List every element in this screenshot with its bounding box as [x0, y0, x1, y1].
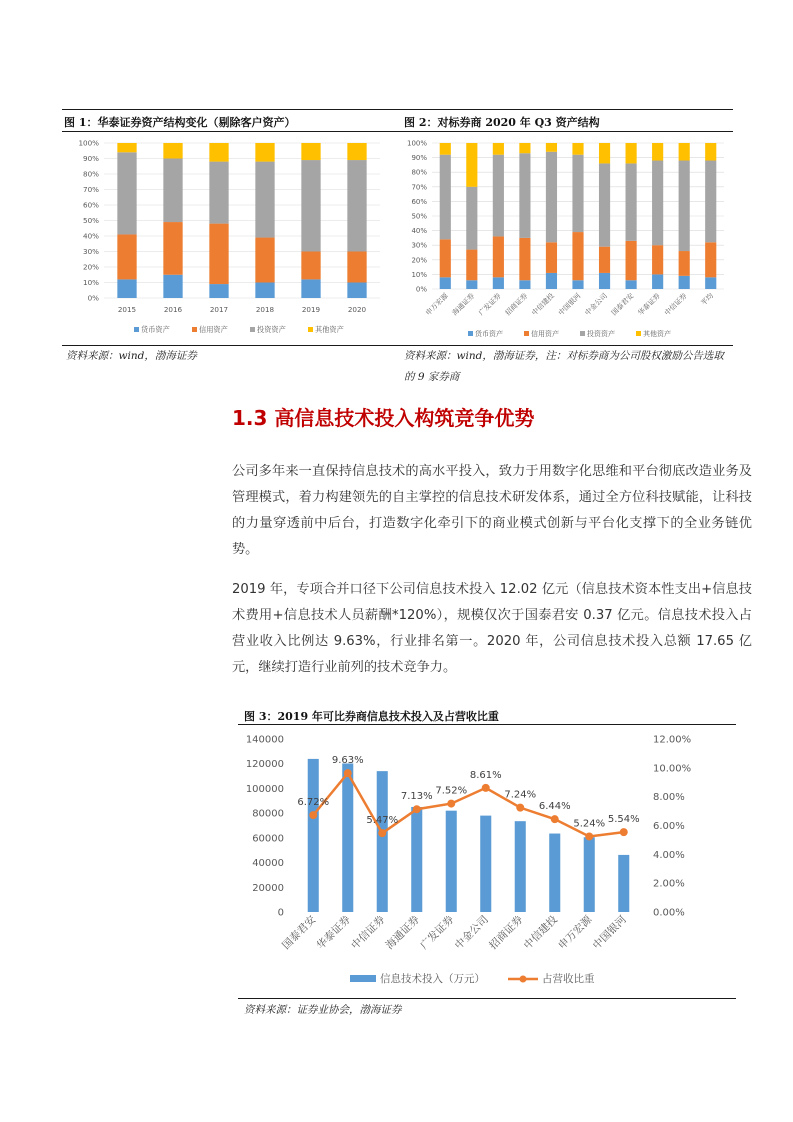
bar-segment: [209, 162, 228, 224]
legend-swatch: [308, 327, 313, 332]
bar: [342, 763, 353, 912]
legend-label: 其他资产: [315, 325, 344, 334]
ratio-label: 7.24%: [504, 789, 537, 801]
legend-label: 货币资产: [141, 325, 170, 334]
bar-segment: [255, 162, 274, 238]
y-left-tick-label: 0: [277, 907, 284, 919]
bar-segment: [705, 143, 716, 161]
legend-label: 投资资产: [257, 325, 286, 334]
y-tick-label: 80%: [411, 168, 427, 177]
ratio-point: [585, 832, 593, 840]
ratio-point: [447, 800, 455, 808]
bar-segment: [519, 238, 530, 280]
bar-segment: [626, 280, 637, 289]
y-tick-label: 40%: [83, 231, 99, 241]
caption-rule: [62, 131, 733, 132]
y-tick-label: 50%: [411, 212, 427, 221]
legend-swatch: [524, 331, 529, 336]
bar-segment: [440, 143, 451, 155]
legend-swatch: [636, 331, 641, 336]
legend-swatch: [350, 975, 376, 982]
y-tick-label: 90%: [411, 154, 427, 163]
bar: [549, 834, 560, 912]
y-tick-label: 100%: [78, 138, 99, 148]
bar-segment: [572, 232, 583, 280]
bar-segment: [163, 275, 182, 298]
ratio-point: [378, 829, 386, 837]
x-tick-label: 中金公司: [583, 291, 609, 318]
y-tick-label: 20%: [83, 262, 99, 272]
bar: [515, 821, 526, 912]
fig2-caption: 图 2：对标券商 2020 年 Q3 资产结构: [404, 116, 600, 129]
bar-segment: [440, 155, 451, 240]
bar-segment: [347, 252, 366, 283]
y-right-tick-label: 6.00%: [653, 821, 685, 832]
y-tick-label: 80%: [83, 169, 99, 179]
bar-segment: [117, 143, 136, 152]
top-rule: [62, 109, 733, 110]
section-heading: 1.3 高信息技术投入构筑竞争优势: [232, 406, 535, 430]
bar-segment: [599, 143, 610, 163]
legend-label: 信用资产: [199, 325, 228, 334]
y-tick-label: 40%: [411, 227, 427, 236]
legend-label: 占营收比重: [542, 973, 595, 985]
y-left-tick-label: 120000: [245, 759, 284, 771]
x-tick-label: 中信证券: [663, 291, 689, 318]
legend-label: 投资资产: [587, 330, 615, 338]
x-tick-label: 2019: [301, 305, 321, 314]
bar-segment: [163, 143, 182, 159]
fig1-caption: 图 1：华泰证券资产结构变化（剔除客户资产）: [64, 116, 296, 129]
x-tick-label: 国泰君安: [280, 913, 319, 952]
bar-segment: [493, 277, 504, 289]
bar-segment: [546, 242, 557, 273]
bar-segment: [705, 277, 716, 289]
x-tick-label: 广发证券: [418, 913, 457, 952]
y-tick-label: 60%: [411, 197, 427, 206]
ratio-label: 7.13%: [400, 791, 433, 803]
legend-label: 信用资产: [531, 330, 559, 338]
x-tick-label: 申万宏源: [556, 913, 595, 952]
y-left-tick-label: 140000: [245, 734, 284, 746]
x-tick-label: 2017: [209, 305, 229, 314]
ratio-point: [482, 784, 490, 792]
legend-label: 信息技术投入（万元）: [380, 973, 485, 985]
x-tick-label: 中国银河: [556, 291, 583, 318]
bar-segment: [626, 241, 637, 280]
y-tick-label: 10%: [83, 278, 99, 287]
legend-swatch: [468, 331, 473, 336]
bar-segment: [255, 283, 274, 299]
bar-segment: [599, 273, 610, 289]
bar-segment: [347, 283, 366, 299]
bar-segment: [705, 242, 716, 277]
bar: [377, 771, 388, 912]
fig3-caption: 图 3：2019 年可比券商信息技术投入及占营收比重: [244, 710, 499, 723]
bar-segment: [626, 143, 637, 163]
bar-segment: [519, 280, 530, 289]
ratio-label: 5.54%: [607, 814, 640, 826]
bar-segment: [117, 152, 136, 234]
fig1-chart: [62, 133, 396, 343]
bar: [584, 837, 595, 912]
bar-segment: [519, 153, 530, 238]
ratio-point: [413, 805, 421, 813]
fig2-source: 资料来源：wind，渤海证券，注：对标券商为公司股权激励公告选取的 9 家券商: [404, 350, 724, 383]
bar-segment: [546, 273, 557, 289]
bar-segment: [652, 245, 663, 274]
legend-swatch: [192, 327, 197, 332]
y-tick-label: 20%: [411, 256, 427, 265]
legend-swatch: [134, 327, 139, 332]
x-tick-label: 2020: [347, 305, 367, 314]
x-tick-label: 国泰君安: [610, 291, 636, 318]
x-tick-label: 中信建投: [530, 291, 556, 318]
x-tick-label: 中国银河: [590, 913, 629, 952]
bar-segment: [652, 143, 663, 161]
bar-segment: [466, 280, 477, 289]
bar-segment: [652, 161, 663, 246]
x-tick-label: 2015: [117, 305, 137, 314]
x-tick-label: 招商证券: [503, 291, 530, 318]
bar-segment: [347, 160, 366, 251]
bar-segment: [440, 277, 451, 289]
x-tick-label: 华泰证券: [636, 291, 663, 318]
x-tick-label: 2016: [163, 305, 183, 314]
x-tick-label: 广发证券: [477, 291, 503, 318]
y-left-tick-label: 100000: [245, 783, 284, 795]
bar-segment: [493, 143, 504, 155]
bar-segment: [599, 247, 610, 273]
bar-segment: [440, 239, 451, 277]
ratio-label: 6.44%: [538, 801, 571, 813]
bar-segment: [679, 276, 690, 289]
legend-label: 货币资产: [475, 330, 503, 338]
ratio-label: 9.63%: [331, 755, 364, 767]
ratio-label: 7.52%: [435, 785, 468, 797]
y-tick-label: 0%: [87, 293, 99, 303]
bar-segment: [493, 155, 504, 237]
bar-segment: [466, 143, 477, 187]
bar-segment: [572, 143, 583, 155]
ratio-point: [516, 804, 524, 812]
y-left-tick-label: 40000: [252, 858, 284, 870]
y-tick-label: 50%: [83, 216, 99, 225]
ratio-label: 8.61%: [469, 769, 502, 781]
bar-segment: [519, 143, 530, 153]
bar-segment: [163, 222, 182, 275]
bar-segment: [347, 143, 366, 160]
bar: [446, 811, 457, 912]
y-tick-label: 30%: [411, 241, 427, 250]
bar-segment: [466, 187, 477, 250]
bar: [411, 807, 422, 912]
bar-segment: [572, 280, 583, 289]
bar-segment: [493, 236, 504, 277]
y-left-tick-label: 80000: [252, 808, 284, 820]
ratio-point: [551, 815, 559, 823]
y-right-tick-label: 0.00%: [653, 907, 685, 919]
bar-segment: [209, 284, 228, 298]
fig3-caption-rule: [238, 724, 736, 725]
legend-swatch: [250, 327, 255, 332]
bar-segment: [301, 279, 320, 298]
fig1-source: 资料来源：wind，渤海证券: [66, 350, 197, 362]
fig3-source: 资料来源：证券业协会，渤海证券: [244, 1004, 402, 1016]
legend-label: 其他资产: [643, 330, 671, 338]
y-right-tick-label: 8.00%: [653, 792, 685, 804]
y-tick-label: 10%: [411, 270, 427, 279]
ratio-point: [344, 769, 352, 777]
bar-segment: [255, 238, 274, 283]
bar-segment: [705, 161, 716, 243]
bar-segment: [546, 152, 557, 243]
y-right-tick-label: 2.00%: [653, 878, 685, 890]
bar-segment: [301, 252, 320, 280]
bar: [308, 759, 319, 912]
bar-segment: [572, 155, 583, 232]
x-tick-label: 2018: [255, 305, 275, 314]
y-tick-label: 70%: [411, 183, 427, 192]
y-tick-label: 100%: [406, 139, 427, 148]
bar-segment: [546, 143, 557, 152]
bar: [618, 855, 629, 912]
bar-segment: [301, 160, 320, 251]
bar-segment: [679, 143, 690, 161]
x-tick-label: 中金公司: [452, 913, 491, 952]
bar-segment: [163, 159, 182, 223]
y-left-tick-label: 60000: [252, 833, 284, 845]
y-tick-label: 30%: [83, 247, 99, 256]
x-tick-label: 中信建投: [521, 913, 560, 952]
y-tick-label: 0%: [415, 285, 427, 294]
paragraph-2: 2019 年，专项合并口径下公司信息技术投入 12.02 亿元（信息技术资本性支出+信息技术费用+信息技术人员薪酬*120%），规模仅次于国泰君安 0.37 亿元。信息技术投入占营业收入比例达 9.63%，行业排名第一。2020 年，公司信息技术投入总额 17.65 亿元，继续打造行业前列的技术竞争力。: [232, 582, 752, 675]
bar-segment: [626, 163, 637, 240]
y-right-tick-label: 10.00%: [653, 763, 692, 775]
fig3-chart: [238, 727, 736, 997]
bar: [480, 816, 491, 912]
ratio-label: 6.72%: [297, 797, 330, 809]
bar-segment: [599, 163, 610, 246]
y-left-tick-label: 20000: [252, 882, 284, 894]
y-right-tick-label: 4.00%: [653, 849, 685, 861]
fig2-chart: [404, 133, 734, 343]
bar-segment: [466, 250, 477, 281]
x-tick-label: 海通证券: [383, 913, 422, 952]
fig3-bottom-rule: [238, 998, 736, 999]
bar-segment: [117, 234, 136, 279]
bar-segment: [117, 279, 136, 298]
bar-segment: [652, 274, 663, 289]
y-right-tick-label: 12.00%: [653, 734, 692, 746]
x-tick-label: 申万宏源: [424, 291, 450, 318]
legend-marker: [520, 976, 527, 983]
x-tick-label: 华泰证券: [314, 913, 353, 952]
x-tick-label: 平均: [699, 291, 716, 308]
ratio-label: 5.24%: [573, 818, 606, 830]
x-tick-label: 海通证券: [450, 291, 477, 318]
ratio-point: [620, 828, 628, 836]
y-tick-label: 60%: [83, 200, 99, 210]
bar-segment: [209, 224, 228, 284]
x-tick-label: 招商证券: [487, 913, 526, 952]
bar-segment: [679, 251, 690, 276]
bar-segment: [209, 143, 228, 162]
y-tick-label: 90%: [83, 154, 99, 163]
bar-segment: [301, 143, 320, 160]
legend-swatch: [580, 331, 585, 336]
x-tick-label: 中信证券: [349, 913, 388, 952]
bar-segment: [679, 161, 690, 252]
y-tick-label: 70%: [83, 185, 99, 194]
ratio-point: [309, 811, 317, 819]
bar-segment: [255, 143, 274, 162]
paragraph-1: 公司多年来一直保持信息技术的高水平投入，致力于用数字化思维和平台彻底改造业务及管理模式，着力构建领先的自主掌控的信息技术研发体系，通过全方位科技赋能，让科技的力量穿透前中后台，打造数字化牵引下的商业模式创新与平台化支撑下的全业务链优势。: [232, 464, 752, 557]
ratio-label: 5.47%: [366, 815, 399, 827]
